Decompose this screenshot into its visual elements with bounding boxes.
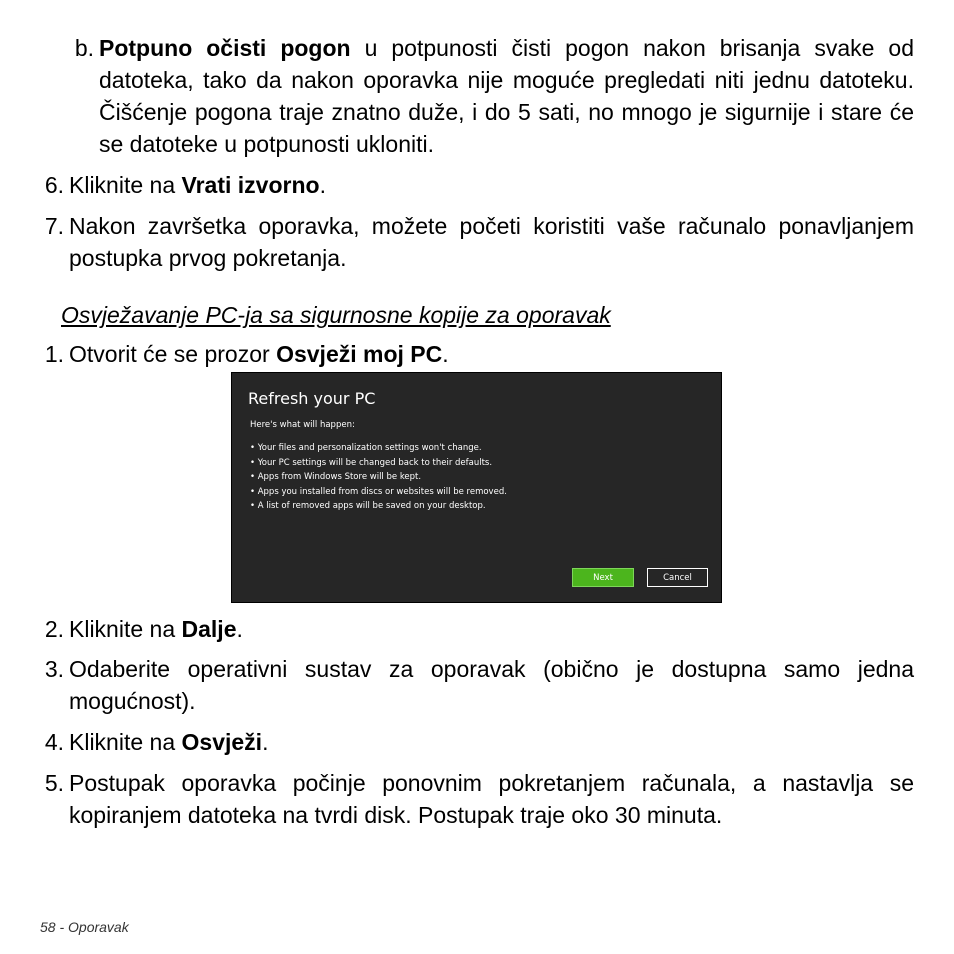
refresh-step-4-bold: Osvježi [181, 729, 263, 755]
dialog-bullet-list [250, 441, 507, 514]
refresh-step-3-marker: 3. [44, 656, 64, 682]
step-b-text [99, 32, 914, 160]
refresh-pc-dialog [231, 372, 722, 603]
page-footer: 58 - Oporavak [40, 919, 129, 935]
step-7-text: Nakon završetka oporavka, možete početi koristiti vaše računalo ponavljanjem postupka prvog pokretanja. [69, 213, 914, 271]
section-heading: Osvježavanje PC-ja sa sigurnosne kopije za oporavak [61, 302, 611, 328]
refresh-step-4-text [69, 726, 914, 758]
refresh-step-3-text: Odaberite operativni sustav za oporavak (obično je dostupna samo jedna mogućnost). [69, 656, 914, 714]
dialog-bullet: • Your files and personalization settings won't change. [250, 441, 507, 456]
refresh-step-2-marker: 2. [44, 616, 64, 642]
dialog-bullet: • Your PC settings will be changed back to their defaults. [250, 456, 507, 471]
refresh-step-1-bold: Osvježi moj PC [276, 341, 443, 367]
refresh-step-1-text [69, 338, 914, 370]
dialog-bullet: • Apps from Windows Store will be kept. [250, 470, 507, 485]
refresh-step-2-bold: Dalje [181, 616, 237, 642]
cancel-button[interactable]: Cancel [647, 568, 708, 587]
step-6-after: . [319, 172, 326, 198]
step-6-marker: 6. [44, 172, 64, 198]
refresh-step-1-marker: 1. [44, 341, 64, 367]
refresh-step-5-text: Postupak oporavka počinje ponovnim pokretanjem računala, a nastavlja se kopiranjem datoteka na tvrdi disk. Postupak traje oko 30 minuta. [69, 770, 914, 828]
step-6-before: Kliknite na [69, 172, 182, 198]
next-button[interactable]: Next [572, 568, 634, 587]
step-b-body: u potpunosti čisti pogon nakon brisanja svake od datoteka, tako da nakon oporavka nije moguće pregledati niti jednu datoteku. Čišćenje pogona traje znatno duže, i do 5 sati, no mnogo je sigurnije i stare će se datoteke u potpunosti ukloniti. [99, 35, 914, 157]
dialog-bullet: • Apps you installed from discs or websites will be removed. [250, 485, 507, 500]
refresh-step-4-before: Kliknite na [69, 729, 182, 755]
step-7-marker: 7. [44, 213, 64, 239]
step-6-bold: Vrati izvorno [181, 172, 320, 198]
refresh-step-1-before: Otvorit će se prozor [69, 341, 277, 367]
refresh-step-2-before: Kliknite na [69, 616, 182, 642]
refresh-step-2-after: . [236, 616, 243, 642]
refresh-step-2-text [69, 613, 914, 645]
step-6-text [69, 169, 914, 201]
dialog-subtitle: Here's what will happen: [250, 420, 355, 430]
step-b-marker: b. [74, 35, 94, 61]
refresh-step-1-after: . [442, 341, 449, 367]
refresh-step-5-marker: 5. [44, 770, 64, 796]
refresh-step-4-after: . [262, 729, 269, 755]
refresh-step-4-marker: 4. [44, 729, 64, 755]
dialog-title: Refresh your PC [248, 389, 376, 408]
dialog-bullet: • A list of removed apps will be saved on your desktop. [250, 499, 507, 514]
step-b-bold: Potpuno očisti pogon [99, 35, 351, 61]
